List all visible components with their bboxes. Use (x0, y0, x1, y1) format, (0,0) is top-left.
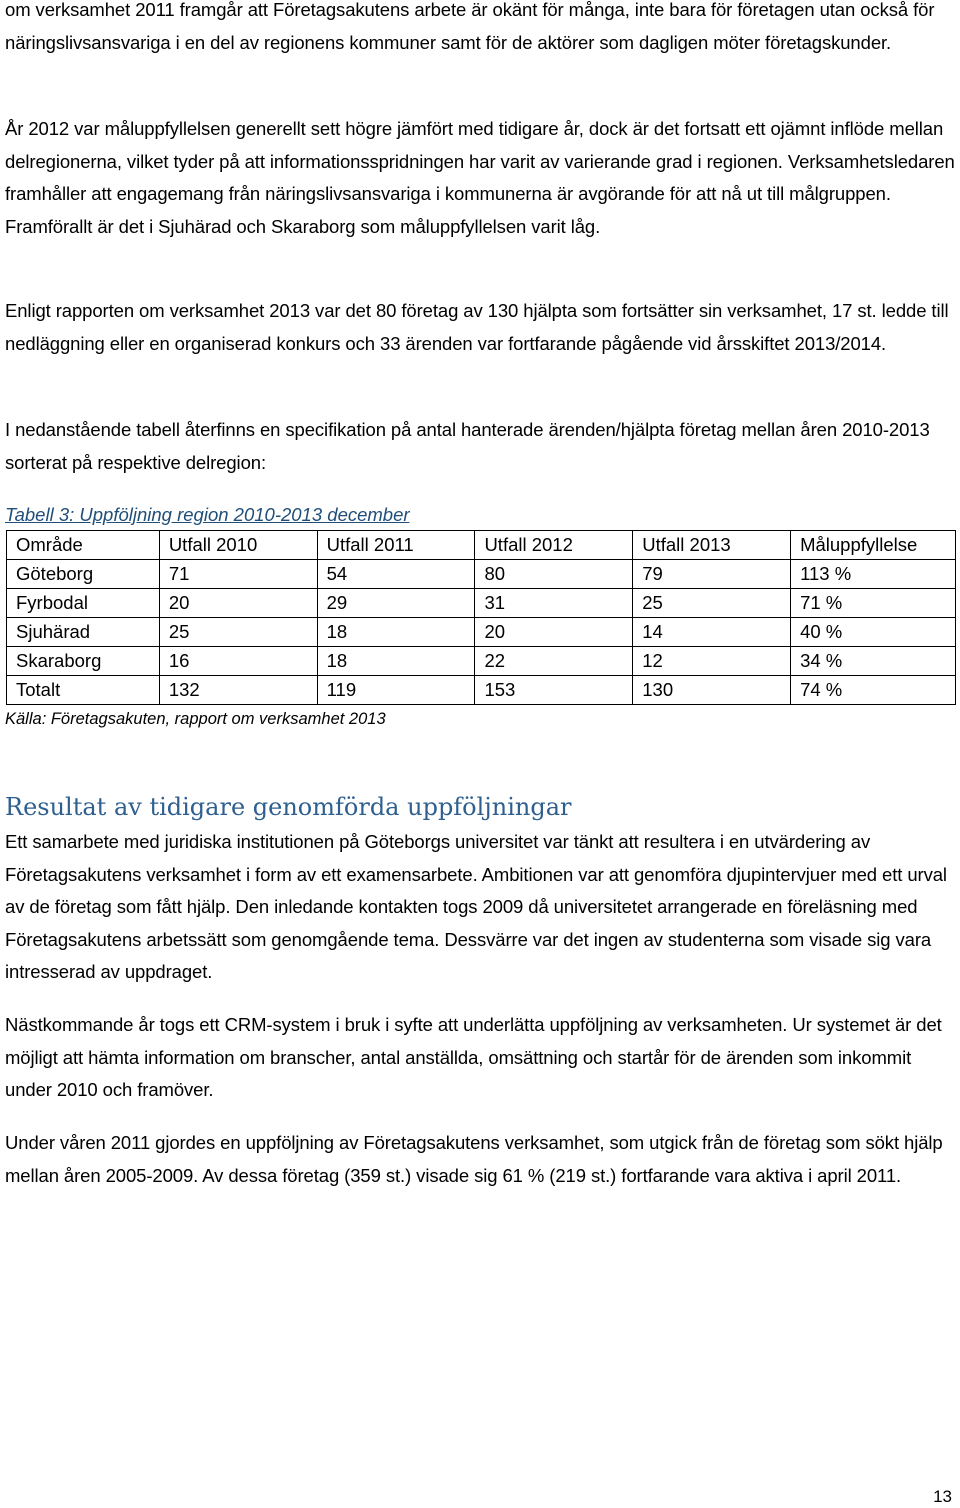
paragraph-crm-system: Nästkommande år togs ett CRM-system i bruk i syfte att underlätta uppföljning av verksamheten. Ur systemet är det möjligt att hämta information om branscher, antal anställda, omsättning och startår för de ärenden som inkommit under 2010 och framöver. (5, 1014, 942, 1100)
table-cell: 25 (633, 589, 791, 618)
table-cell: 20 (159, 589, 317, 618)
table-cell: Sjuhärad (7, 618, 160, 647)
table-source-note: Källa: Företagsakuten, rapport om verksamhet 2013 (5, 710, 386, 728)
table-header-cell: Utfall 2011 (317, 531, 475, 560)
table-header-cell: Utfall 2013 (633, 531, 791, 560)
paragraph-university-collaboration: Ett samarbete med juridiska institutionen på Göteborgs universitet var tänkt att resultera i en utvärdering av Företagsakutens verksamhet i form av ett examensarbete. Ambitionen var att genomföra djupintervjuer med ett urval av de företag som fått hjälp. Den inledande kontakten togs 2009 då universitetet arrangerade en föreläsning med Företagsakutens arbetssätt som genomgående tema. Dessvärre var det ingen av studenterna som visade sig vara intresserad av uppdraget. (5, 831, 947, 982)
table-cell: 20 (475, 618, 633, 647)
table-cell: 22 (475, 647, 633, 676)
table-cell: 16 (159, 647, 317, 676)
table-cell: 71 % (791, 589, 956, 618)
table-cell: 18 (317, 647, 475, 676)
table-cell: 130 (633, 676, 791, 705)
table-cell: 119 (317, 676, 475, 705)
table-cell: 79 (633, 560, 791, 589)
paragraph-followup-2011: Under våren 2011 gjordes en uppföljning av Företagsakutens verksamhet, som utgick från de företag som sökt hjälp mellan åren 2005-2009. Av dessa företag (359 st.) visade sig 61 % (219 st.) fortfarande vara aktiva i april 2011. (5, 1132, 943, 1186)
table-cell: 29 (317, 589, 475, 618)
table-cell: 18 (317, 618, 475, 647)
table-cell: 113 % (791, 560, 956, 589)
table-cell: 25 (159, 618, 317, 647)
table-cell: 12 (633, 647, 791, 676)
table-header-cell: Område (7, 531, 160, 560)
table-cell: 80 (475, 560, 633, 589)
table-cell: Skaraborg (7, 647, 160, 676)
table-header-cell: Måluppfyllelse (791, 531, 956, 560)
table-cell: 71 (159, 560, 317, 589)
followup-table (6, 530, 956, 705)
table-cell: 153 (475, 676, 633, 705)
section-heading: Resultat av tidigare genomförda uppföljningar (5, 793, 572, 821)
table-cell: Fyrbodal (7, 589, 160, 618)
table-cell: 54 (317, 560, 475, 589)
table-cell: 74 % (791, 676, 956, 705)
table-row (7, 589, 956, 618)
paragraph-table-intro: I nedanstående tabell återfinns en specifikation på antal hanterade ärenden/hjälpta företag mellan åren 2010-2013 sorterat på respektive delregion: (5, 419, 930, 473)
page-number: 13 (933, 1487, 952, 1506)
paragraph-intro-continued: om verksamhet 2011 framgår att Företagsakutens arbete är okänt för många, inte bara för företagen utan också för näringslivsansvariga i en del av regionens kommuner samt för de aktörer som dagligen möter företagskunder. (5, 0, 935, 53)
table-row (7, 560, 956, 589)
table-row (7, 676, 956, 705)
table-row (7, 647, 956, 676)
table-cell: 14 (633, 618, 791, 647)
table-caption: Tabell 3: Uppföljning region 2010-2013 december (5, 504, 410, 525)
table-header-cell: Utfall 2012 (475, 531, 633, 560)
table-row (7, 618, 956, 647)
table-cell: Totalt (7, 676, 160, 705)
table-cell: Göteborg (7, 560, 160, 589)
table-header-cell: Utfall 2010 (159, 531, 317, 560)
table-header-row (7, 531, 956, 560)
table-cell: 40 % (791, 618, 956, 647)
table-cell: 132 (159, 676, 317, 705)
paragraph-report-2013: Enligt rapporten om verksamhet 2013 var det 80 företag av 130 hjälpta som fortsätter sin verksamhet, 17 st. ledde till nedläggning eller en organiserad konkurs och 33 ärenden var fortfarande pågående vid årsskiftet 2013/2014. (5, 300, 949, 354)
paragraph-goal-fulfillment-2012: År 2012 var måluppfyllelsen generellt sett högre jämfört med tidigare år, dock är det fortsatt ett ojämnt inflöde mellan delregionerna, vilket tyder på att informationsspridningen har varit av varierande grad i regionen. Verksamhetsledaren framhåller att engagemang från näringslivsansvariga i kommunerna är avgörande för att nå ut till målgruppen. Framförallt är det i Sjuhärad och Skaraborg som måluppfyllelsen varit låg. (5, 118, 955, 237)
table-cell: 31 (475, 589, 633, 618)
table-cell: 34 % (791, 647, 956, 676)
